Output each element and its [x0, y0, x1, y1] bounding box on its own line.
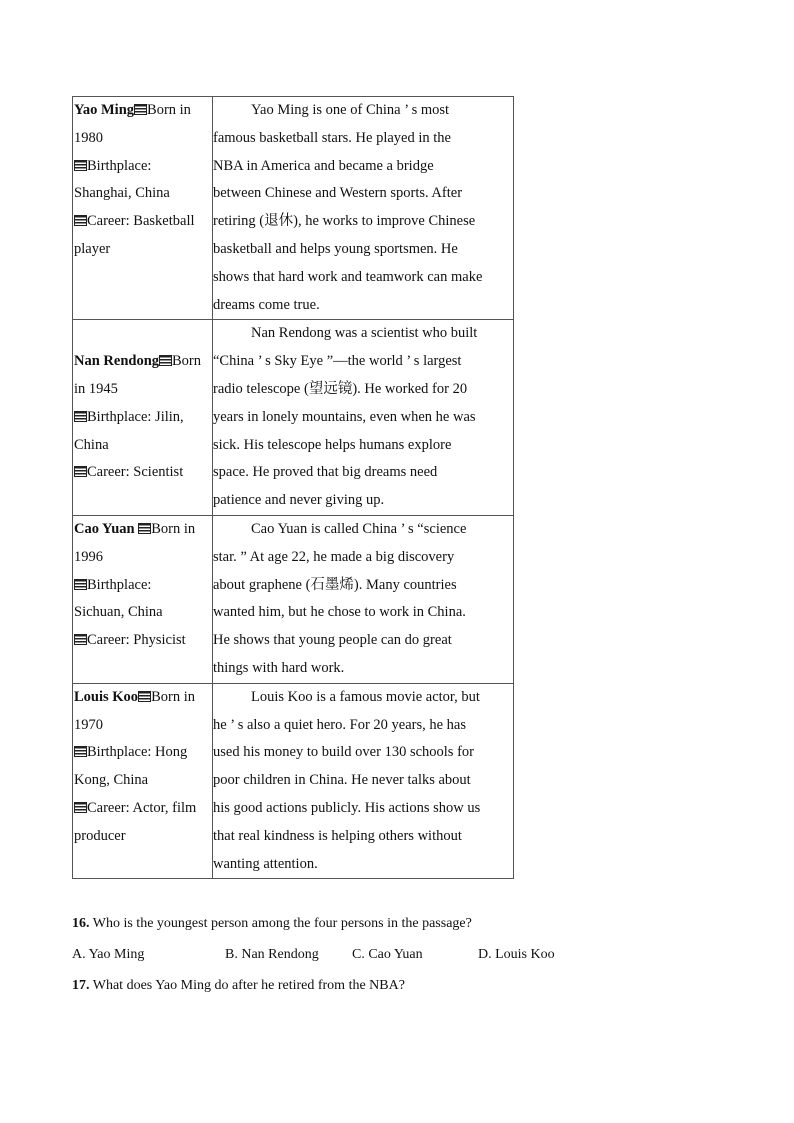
info-line: 1996	[74, 548, 103, 565]
people-table	[72, 96, 514, 879]
info-line: Born in	[151, 688, 195, 705]
option-d: D. Louis Koo	[478, 947, 555, 962]
table-row	[73, 97, 514, 320]
table-row	[73, 683, 514, 879]
description-line: his good actions publicly. His actions show us	[213, 799, 481, 816]
person-info-cell	[73, 515, 213, 683]
note-icon	[134, 104, 147, 115]
description-line: NBA in America and became a bridge	[213, 157, 434, 174]
note-icon	[74, 215, 87, 226]
info-line: player	[74, 240, 111, 257]
description-line: things with hard work.	[213, 659, 345, 676]
description-line: star. ” At age 22, he made a big discovery	[213, 548, 455, 565]
description-line: poor children in China. He never talks about	[213, 772, 471, 789]
description-line: dreams come true.	[213, 296, 320, 313]
note-icon	[74, 634, 87, 645]
person-name: Louis Koo	[74, 688, 139, 705]
note-icon	[74, 466, 87, 477]
description-line: basketball and helps young sportsmen. He	[213, 240, 458, 257]
description-line: “China ’ s Sky Eye ”—the world ’ s largest	[213, 353, 462, 370]
option-c: C. Cao Yuan	[352, 947, 423, 962]
person-info-cell	[73, 97, 213, 320]
person-description-cell	[213, 320, 514, 516]
question-text: What does Yao Ming do after he retired from the NBA?	[92, 978, 405, 993]
info-line: 1970	[74, 716, 103, 733]
description-line: shows that hard work and teamwork can make	[213, 268, 483, 285]
note-icon	[138, 691, 151, 702]
description-line: space. He proved that big dreams need	[213, 464, 438, 481]
info-line: China	[74, 436, 109, 453]
person-info-cell	[73, 683, 213, 879]
description-line: Nan Rendong was a scientist who built	[251, 325, 478, 342]
info-line: Birthplace: Jilin,	[87, 408, 184, 425]
question-17	[72, 970, 672, 1001]
table-row	[73, 515, 514, 683]
description-line: used his money to build over 130 schools for	[213, 744, 474, 761]
question-number: 16.	[72, 916, 90, 931]
person-info-cell	[73, 320, 213, 516]
note-icon	[74, 579, 87, 590]
info-line: Career: Actor, film	[87, 799, 197, 816]
description-line: he ’ s also a quiet hero. For 20 years, he has	[213, 716, 467, 733]
info-line: Born	[172, 353, 202, 370]
description-line: Louis Koo is a famous movie actor, but	[251, 688, 480, 705]
info-line: Birthplace: Hong	[87, 744, 188, 761]
info-line: Career: Physicist	[87, 632, 186, 649]
info-line: Birthplace:	[87, 576, 152, 593]
description-line: radio telescope (望远镜). He worked for 20	[213, 380, 468, 397]
description-line: wanted him, but he chose to work in China.	[213, 604, 466, 621]
person-name: Yao Ming	[74, 102, 135, 118]
answer-options	[72, 939, 672, 970]
description-line: patience and never giving up.	[213, 492, 385, 509]
info-line: Career: Basketball	[87, 213, 195, 230]
question-16	[72, 908, 672, 939]
info-line: Kong, China	[74, 772, 149, 789]
info-line: Born in	[147, 102, 191, 118]
person-description-cell	[213, 515, 514, 683]
person-description-cell	[213, 683, 514, 879]
question-text: Who is the youngest person among the four persons in the passage?	[92, 916, 472, 931]
description-line: wanting attention.	[213, 855, 318, 872]
description-line: retiring (退休), he works to improve Chinese	[213, 213, 476, 230]
info-line: Birthplace:	[87, 157, 152, 174]
info-line: Career: Scientist	[87, 464, 184, 481]
person-name: Nan Rendong	[74, 353, 160, 370]
description-line: famous basketball stars. He played in the	[213, 129, 451, 146]
description-line: that real kindness is helping others without	[213, 827, 462, 844]
info-line: producer	[74, 827, 126, 844]
note-icon	[74, 802, 87, 813]
description-line: about graphene (石墨烯). Many countries	[213, 576, 457, 593]
question-number: 17.	[72, 978, 90, 993]
person-description-cell	[213, 97, 514, 320]
description-line: years in lonely mountains, even when he was	[213, 408, 476, 425]
option-a: A. Yao Ming	[72, 947, 145, 962]
info-line: 1980	[74, 129, 103, 146]
table-row	[73, 320, 514, 516]
description-line: Yao Ming is one of China ’ s most	[251, 102, 450, 118]
info-line: Born in	[151, 520, 196, 537]
info-line: Shanghai, China	[74, 185, 170, 202]
info-line: Sichuan, China	[74, 604, 163, 621]
person-name: Cao Yuan	[74, 520, 135, 537]
note-icon	[159, 355, 172, 366]
note-icon	[74, 746, 87, 757]
note-icon	[138, 523, 151, 534]
description-line: sick. His telescope helps humans explore	[213, 436, 452, 453]
note-icon	[74, 411, 87, 422]
description-line: between Chinese and Western sports. After	[213, 185, 463, 202]
note-icon	[74, 160, 87, 171]
description-line: He shows that young people can do great	[213, 632, 452, 649]
description-line: Cao Yuan is called China ’ s “science	[251, 520, 467, 537]
questions-section	[72, 908, 672, 1001]
info-line: in 1945	[74, 380, 118, 397]
option-b: B. Nan Rendong	[225, 947, 319, 962]
